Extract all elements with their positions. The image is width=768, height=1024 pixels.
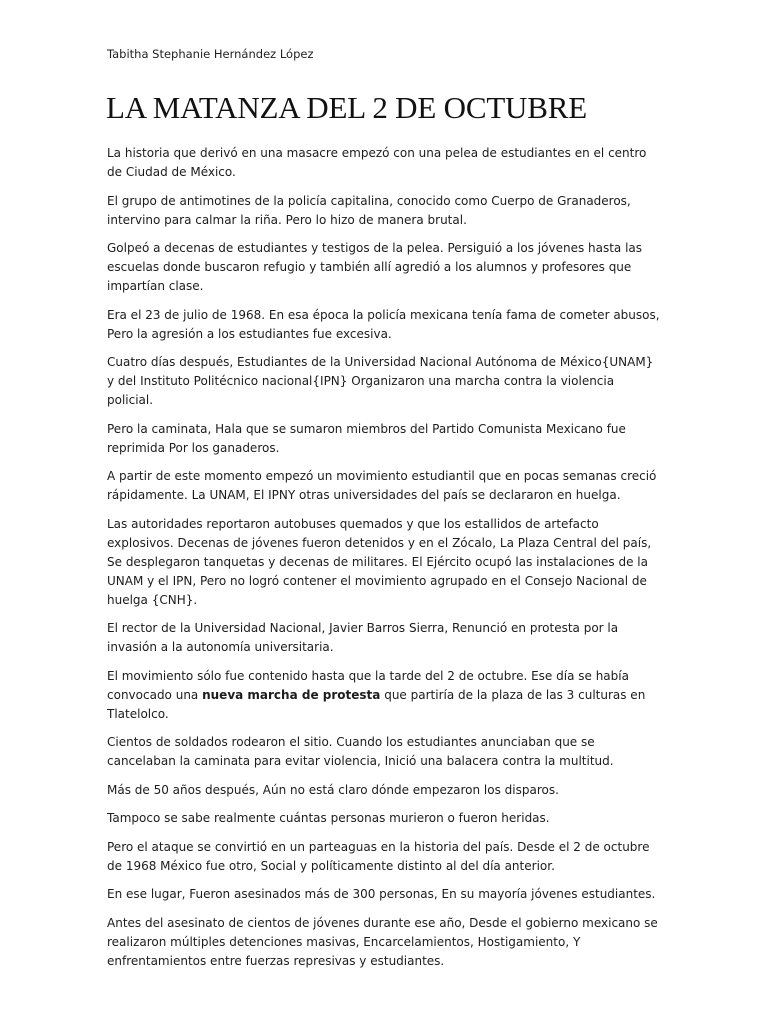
paragraph-8: Las autoridades reportaron autobuses quemados y que los estallidos de artefacto explosivos. Decenas de jóvenes fueron detenidos y en el Zócalo, La Plaza Central del país, Se desplegaron tanquetas y decenas de militares. El Ejército ocupó las instalaciones de la UNAM y el IPN, Pero no logró contener el movimiento agrupado en el Consejo Nacional de huelga {CNH}. — [107, 516, 652, 607]
paragraph-7: A partir de este momento empezó un movimiento estudiantil que en pocas semanas creció rápidamente. La UNAM, El IPNY otras universidades del país se declararon en huelga. — [107, 469, 657, 502]
paragraph-10 — [107, 667, 663, 724]
document-title: LA MATANZA DEL 2 DE OCTUBRE — [106, 90, 587, 125]
paragraph-2: El grupo de antimotines de la policía capitalina, conocido como Cuerpo de Granaderos, intervino para calmar la riña. Pero lo hizo de manera brutal. — [107, 193, 631, 227]
paragraph-4: Era el 23 de julio de 1968. En esa época la policía mexicana tenía fama de cometer abusos, Pero la agresión a los estudiantes fue excesiva. — [107, 307, 660, 341]
document-body — [107, 144, 663, 980]
paragraph-11: Cientos de soldados rodearon el sitio. Cuando los estudiantes anunciaban que se cancelaban la caminata para evitar violencia, Inició una balacera contra la multitud. — [107, 735, 614, 768]
paragraph-14: Pero el ataque se convirtió en un parteaguas en la historia del país. Desde el 2 de octubre de 1968 México fue otro, Social y políticamente distinto al del día anterior. — [107, 839, 650, 873]
paragraph-1: La historia que derivó en una masacre empezó con una pelea de estudiantes en el centro de Ciudad de México. — [107, 146, 647, 179]
paragraph-10-text-after: que partiría de la plaza de las 3 culturas en Tlatelolco. — [107, 687, 646, 721]
paragraph-12: Más de 50 años después, Aún no está claro dónde empezaron los disparos. — [107, 782, 559, 797]
paragraph-10-bold-phrase: nueva marcha de protesta — [202, 687, 381, 702]
author-name: Tabitha Stephanie Hernández López — [107, 47, 314, 61]
paragraph-13: Tampoco se sabe realmente cuántas personas murieron o fueron heridas. — [107, 811, 550, 825]
paragraph-15: En ese lugar, Fueron asesinados más de 300 personas, En su mayoría jóvenes estudiantes. — [107, 887, 656, 901]
paragraph-6: Pero la caminata, Hala que se sumaron miembros del Partido Comunista Mexicano fue reprimida Por los ganaderos. — [107, 421, 626, 455]
paragraph-9: El rector de la Universidad Nacional, Javier Barros Sierra, Renunció en protesta por la invasión a la autonomía universitaria. — [107, 621, 619, 654]
paragraph-16: Antes del asesinato de cientos de jóvenes durante ese año, Desde el gobierno mexicano se realizaron múltiples detenciones masivas, Encarcelamientos, Hostigamiento, Y enfrentamientos entre fuerzas represivas y estudiantes. — [107, 915, 658, 968]
paragraph-5: Cuatro días después, Estudiantes de la Universidad Nacional Autónoma de México{UNAM} y del Instituto Politécnico nacional{IPN} Organizaron una marcha contra la violencia policial. — [107, 355, 654, 407]
paragraph-10-text-before: El movimiento sólo fue contenido hasta que la tarde del 2 de octubre. Ese día se había convocado una — [107, 668, 629, 702]
paragraph-3: Golpeó a decenas de estudiantes y testigos de la pelea. Persiguió a los jóvenes hasta las escuelas donde buscaron refugio y también allí agredió a los alumnos y profesores que impartían clase. — [107, 241, 643, 293]
